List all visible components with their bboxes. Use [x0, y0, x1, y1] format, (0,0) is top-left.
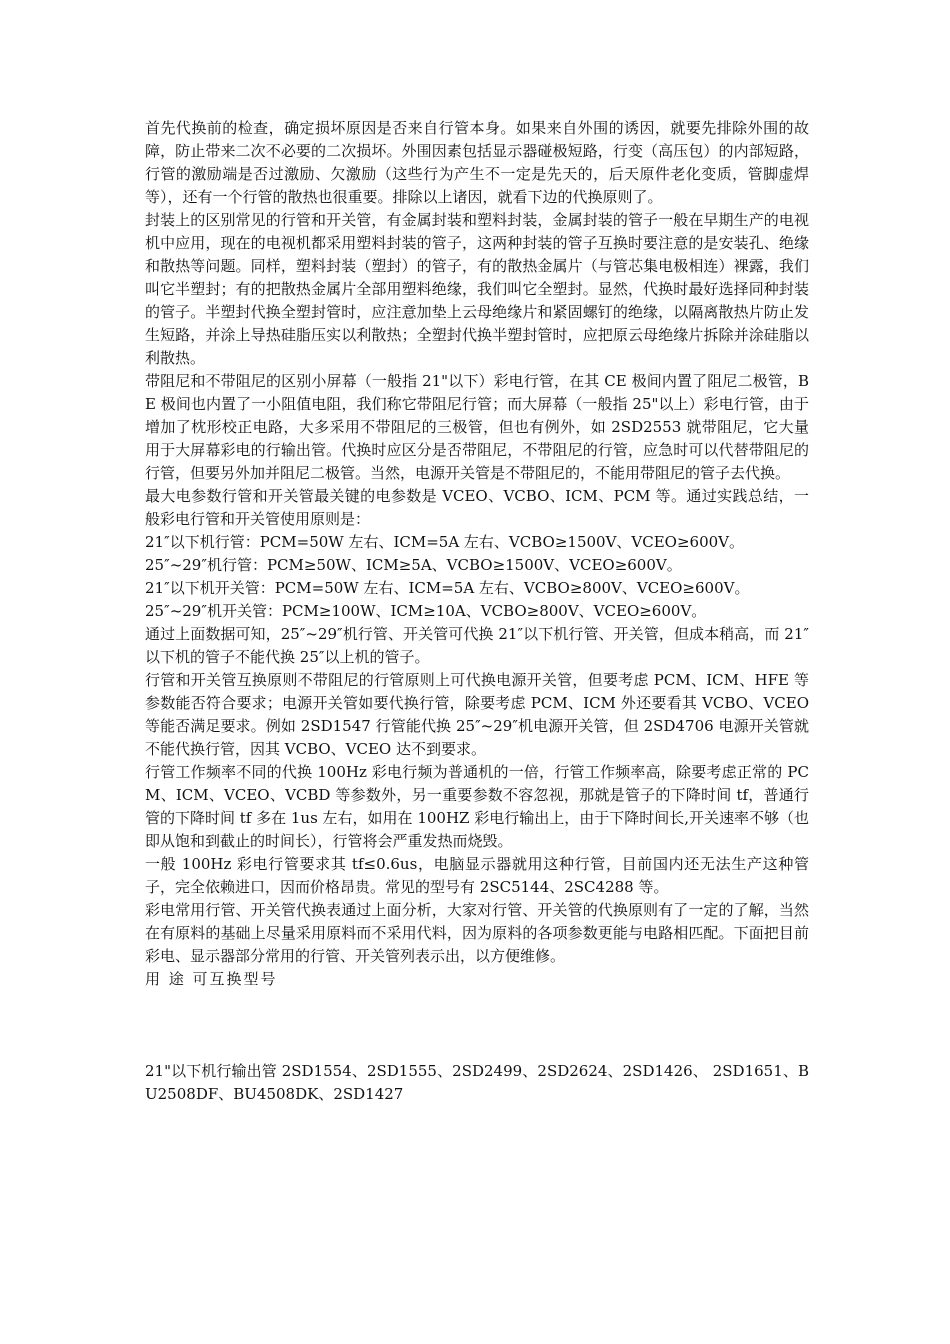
paragraph-100hz: 一般 100Hz 彩电行管要求其 tf≤0.6us，电脑显示器就用这种行管，目前国内还无法生产这种管子，完全依赖进口，因而价格昂贵。常见的型号有 2SC5144、2SC4288 等。 — [145, 855, 809, 896]
paragraph-packaging: 封装上的区别常见的行管和开关管，有金属封装和塑料封装，金属封装的管子一般在早期生产的电视机中应用，现在的电视机都采用塑料封装的管子，这两种封装的管子互换时要注意的是安装孔、绝缘和散热等问题。同样，塑料封装（塑封）的管子，有的散热金属片（与管芯集电极相连）裸露，我们叫它半塑封；有的把散热金属片全部用塑料绝缘，我们叫它全塑封。显然，代换时最好选择同种封装的管子。半塑封代换全塑封管时，应注意加垫上云母绝缘片和紧固螺钉的绝缘，以隔离散热片防止发生短路，并涂上导热硅脂压实以利散热；全塑封代换半塑封管时，应把原云母绝缘片拆除并涂硅脂以利散热。 — [145, 211, 809, 367]
paragraph-interchange: 行管和开关管互换原则不带阻尼的行管原则上可代换电源开关管，但要考虑 PCM、ICM、HFE 等参数能否符合要求；电源开关管如要代换行管，除要考虑 PCM、ICM 外还要看其 VCBO、VCEO 等能否满足要求。例如 2SD1547 行管能代换 25″~29″机电源开关管，但 2SD4706 电源开关管就不能代换行管，因其 VCBO、VCEO 达不到要求。 — [145, 671, 809, 758]
paragraph-inspection: 首先代换前的检查，确定损坏原因是否来自行管本身。如果来自外围的诱因，就要先排除外围的故障，防止带来二次不必要的二次损坏。外围因素包括显示器碰极短路，行变（高压包）的内部短路，行管的激励端是否过激励、欠激励（这些行为产生不一定是先天的，后天原件老化变质，管脚虚焊等），还有一个行管的散热也很重要。排除以上诸因，就看下边的代换原则了。 — [145, 119, 809, 206]
spec-line: 25″~29″机行管：PCM≥50W、ICM≥5A、VCBO≥1500V、VCEO≥600V。 — [145, 556, 682, 574]
spacer — [145, 991, 809, 1060]
document-body — [145, 117, 809, 1106]
paragraph-damping: 带阻尼和不带阻尼的区别小屏幕（一般指 21"以下）彩电行管，在其 CE 极间内置了阻尼二极管，BE 极间也内置了一小阻值电阻，我们称它带阻尼行管；而大屏幕（一般指 25"以上）彩电行管，由于增加了枕形校正电路，大多采用不带阻尼的三极管，但也有例外，如 2SD2553 就带阻尼，它大量用于大屏幕彩电的行输出管。代换时应区分是否带阻尼，不带阻尼的行管，应急时可以代替带阻尼的行管，但要另外加并阻尼二极管。当然，电源开关管是不带阻尼的，不能用带阻尼的管子去代换。 — [145, 372, 809, 482]
spec-line: 21″以下机行管：PCM=50W 左右、ICM=5A 左右、VCBO≥1500V、VCEO≥600V。 — [145, 533, 745, 551]
spec-line: 21″以下机开关管：PCM=50W 左右、ICM=5A 左右、VCBO≥800V、VCEO≥600V。 — [145, 579, 750, 597]
paragraph-conclusion: 通过上面数据可知，25″~29″机行管、开关管可代换 21″以下机行管、开关管，但成本稍高，而 21″以下机的管子不能代换 25″以上机的管子。 — [145, 625, 809, 666]
spec-line: 25″~29″机开关管：PCM≥100W、ICM≥10A、VCBO≥800V、VCEO≥600V。 — [145, 602, 707, 620]
paragraph-replacement-table-intro: 彩电常用行管、开关管代换表通过上面分析，大家对行管、开关管的代换原则有了一定的了解，当然在有原料的基础上尽量采用原料而不采用代料，因为原料的各项参数更能与电路相匹配。下面把目前彩电、显示器部分常用的行管、开关管列表示出，以方便维修。 — [145, 901, 809, 965]
table-header: 用 途 可互换型号 — [145, 970, 278, 988]
table-row: 21"以下机行输出管 2SD1554、2SD1555、2SD2499、2SD2624、2SD1426、 2SD1651、BU2508DF、BU4508DK、2SD1427 — [145, 1062, 809, 1103]
paragraph-frequency: 行管工作频率不同的代换 100Hz 彩电行频为普通机的一倍，行管工作频率高，除要考虑正常的 PCM、ICM、VCEO、VCBD 等参数外，另一重要参数不容忽视，那就是管子的下降时间 tf，普通行管的下降时间 tf 多在 1us 左右，如用在 100HZ 彩电行输出上，由于下降时间长,开关速率不够（也即从饱和到截止的时间长），行管将会严重发热而烧毁。 — [145, 763, 809, 850]
paragraph-max-parameters: 最大电参数行管和开关管最关键的电参数是 VCEO、VCBO、ICM、PCM 等。通过实践总结，一般彩电行管和开关管使用原则是： — [145, 487, 809, 528]
